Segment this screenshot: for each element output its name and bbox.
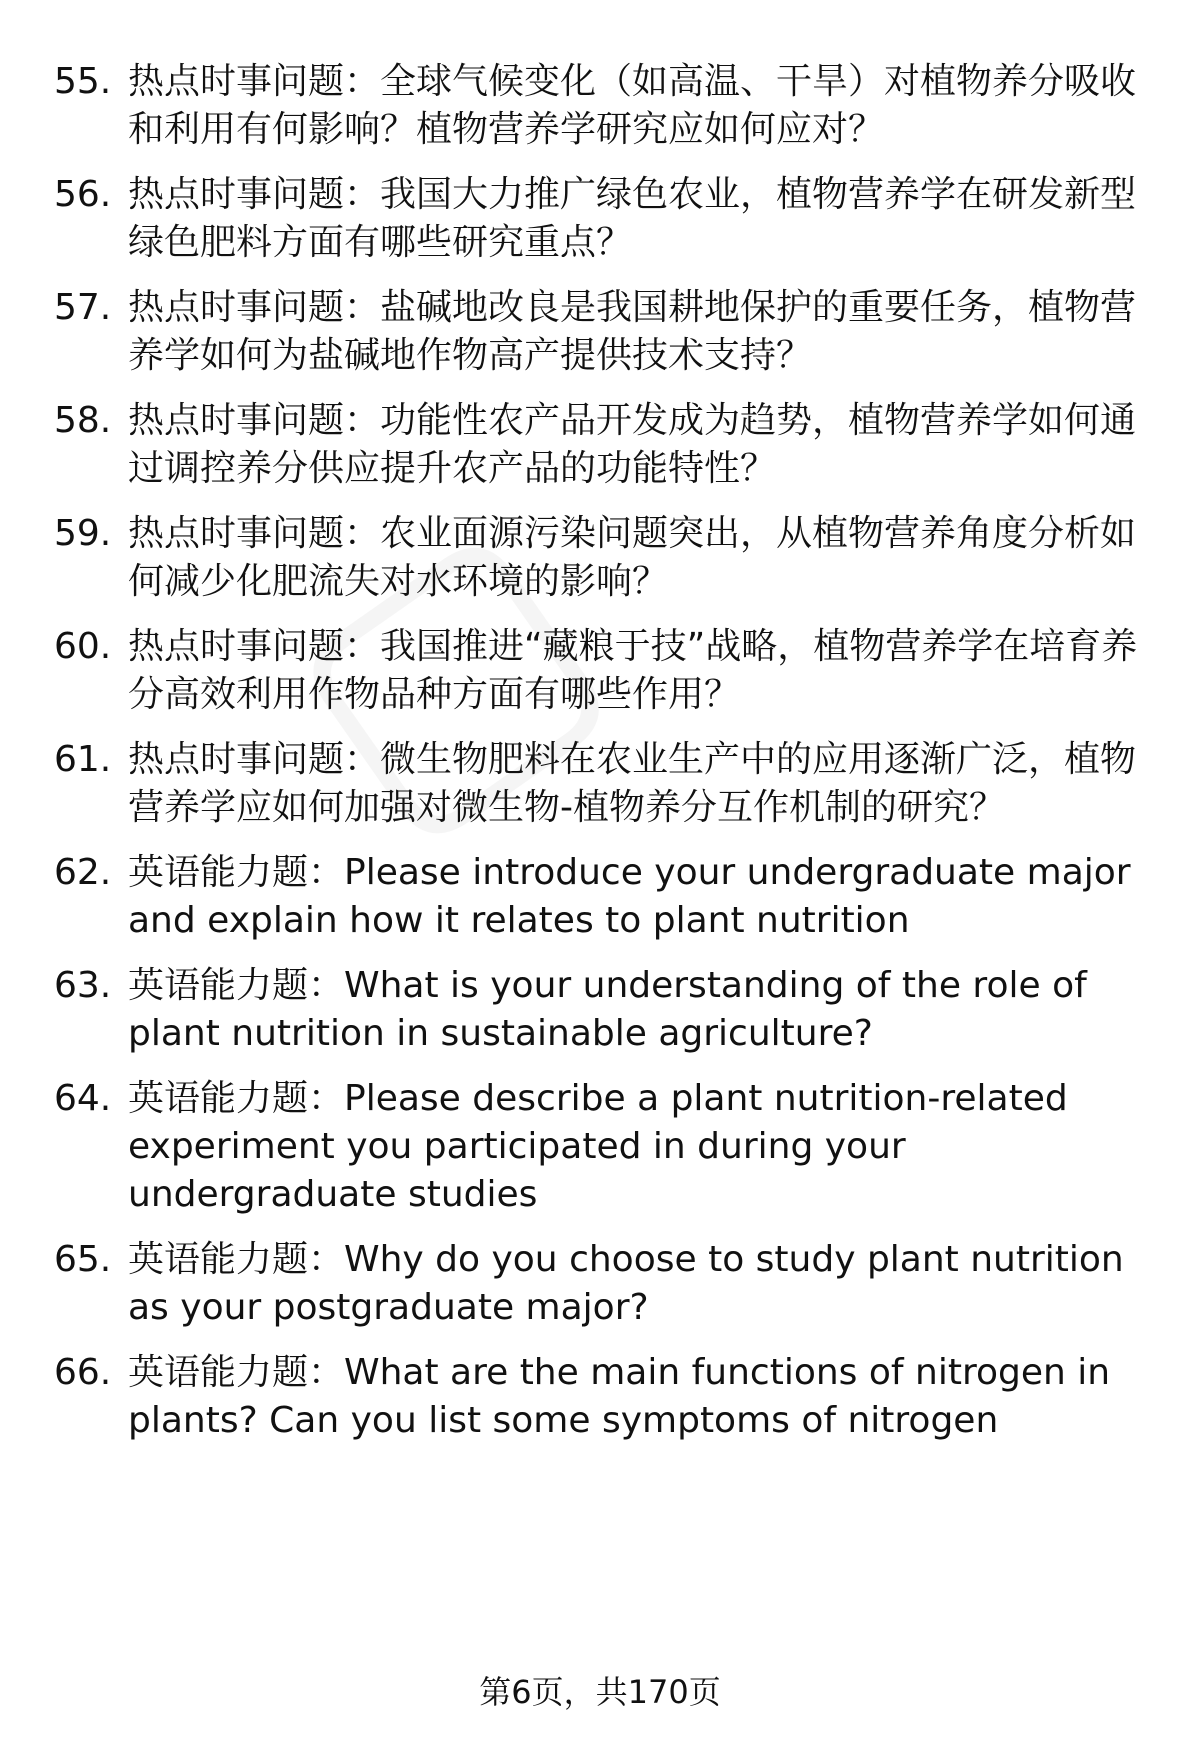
question-number: 65. [54,1239,112,1280]
list-item [54,284,1164,380]
list-item [54,58,1164,154]
list-item [54,171,1164,267]
question-number: 64. [54,1078,112,1119]
question-text: 英语能力题：Please introduce your undergraduate major and explain how it relates to plant nutrition [128,852,1131,941]
list-item [54,623,1164,719]
question-text: 英语能力题：What are the main functions of nitrogen in plants? Can you list some symptoms of nitrogen [128,1352,1111,1441]
question-number: 57. [54,287,112,328]
question-text: 热点时事问题：我国推进“藏粮于技”战略，植物营养学在培育养分高效利用作物品种方面有哪些作用？ [128,626,1138,715]
list-item [54,1236,1164,1332]
list-item [54,510,1164,606]
list-item [54,849,1164,945]
question-number: 58. [54,400,112,441]
question-text: 热点时事问题：农业面源污染问题突出，从植物营养角度分析如何减少化肥流失对水环境的影响？ [128,513,1137,602]
question-number: 66. [54,1352,112,1393]
list-item [54,736,1164,832]
question-text: 英语能力题：Please describe a plant nutrition-related experiment you participated in during your undergraduate studies [128,1078,1068,1215]
question-text: 英语能力题：What is your understanding of the role of plant nutrition in sustainable agriculture? [128,965,1087,1054]
list-item [54,1349,1164,1445]
list-item [54,1075,1164,1219]
question-number: 62. [54,852,112,893]
list-item [54,962,1164,1058]
question-text: 热点时事问题：功能性农产品开发成为趋势，植物营养学如何通过调控养分供应提升农产品的功能特性？ [128,400,1137,489]
question-text: 热点时事问题：微生物肥料在农业生产中的应用逐渐广泛，植物营养学应如何加强对微生物-植物养分互作机制的研究？ [128,739,1137,828]
question-text: 热点时事问题：全球气候变化（如高温、干旱）对植物养分吸收和利用有何影响？植物营养学研究应如何应对？ [128,61,1137,150]
question-text: 热点时事问题：我国大力推广绿色农业，植物营养学在研发新型绿色肥料方面有哪些研究重点？ [128,174,1137,263]
question-number: 60. [54,626,112,667]
question-text: 英语能力题：Why do you choose to study plant nutrition as your postgraduate major? [128,1239,1124,1328]
question-number: 61. [54,739,112,780]
question-list [54,58,1164,1462]
list-item [54,397,1164,493]
page-footer: 第6页，共170页 [479,1673,721,1711]
question-number: 56. [54,174,112,215]
question-number: 55. [54,61,112,102]
question-number: 63. [54,965,112,1006]
question-text: 热点时事问题：盐碱地改良是我国耕地保护的重要任务，植物营养学如何为盐碱地作物高产提供技术支持？ [128,287,1137,376]
question-number: 59. [54,513,112,554]
